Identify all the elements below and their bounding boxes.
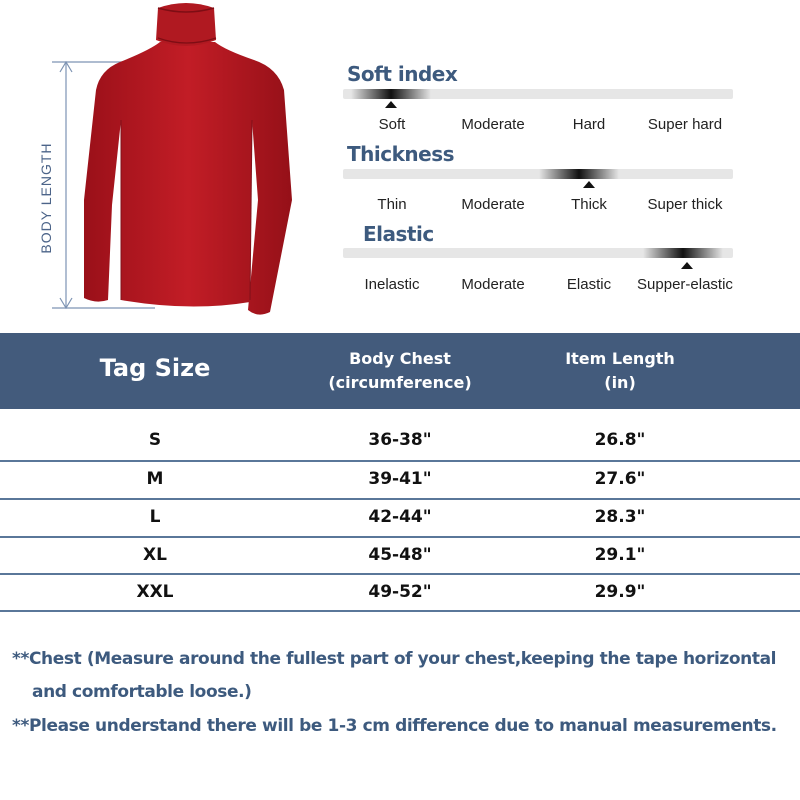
scale-label: Super hard <box>647 116 723 133</box>
length-cell: 29.9" <box>594 582 646 602</box>
size-cell: M <box>146 469 164 489</box>
thickness-title: Thickness <box>347 142 455 166</box>
size-cell: XXL <box>136 582 174 602</box>
scale-label: Inelastic <box>364 276 420 293</box>
scale-label: Supper-elastic <box>637 276 733 293</box>
scale-label: Moderate <box>461 276 525 293</box>
measurement-difference-note: **Please understand there will be 1-3 cm difference due to manual measurements. <box>12 716 777 736</box>
size-table-header <box>0 333 800 409</box>
table-row <box>0 498 800 536</box>
row-divider <box>0 610 800 612</box>
scale-label: Super thick <box>647 196 723 213</box>
header-tag-size: Tag Size <box>99 354 211 382</box>
chest-cell: 36-38" <box>368 430 432 450</box>
chest-note-line2: and comfortable loose.) <box>32 682 252 702</box>
elastic-pointer-icon <box>681 262 693 269</box>
thickness-pointer-icon <box>583 181 595 188</box>
elastic-marker <box>643 248 723 258</box>
thickness-track <box>343 169 733 179</box>
length-cell: 27.6" <box>594 469 646 489</box>
chest-cell: 42-44" <box>368 507 432 527</box>
length-cell: 29.1" <box>594 545 646 565</box>
chest-cell: 39-41" <box>368 469 432 489</box>
body-length-label: BODY LENGTH <box>38 142 54 254</box>
chest-cell: 45-48" <box>368 545 432 565</box>
length-cell: 26.8" <box>594 430 646 450</box>
table-row <box>0 460 800 498</box>
elastic-track <box>343 248 733 258</box>
thickness-marker <box>539 169 619 179</box>
scale-label: Moderate <box>461 116 525 133</box>
elastic-title: Elastic <box>363 222 434 246</box>
soft-index-title: Soft index <box>347 62 458 86</box>
table-row <box>0 536 800 574</box>
scale-label: Moderate <box>461 196 525 213</box>
soft-index-marker <box>351 89 431 99</box>
chest-note-line1: **Chest (Measure around the fullest part of your chest,keeping the tape horizontal <box>12 649 777 669</box>
header-item-length-line1: Item Length <box>565 349 675 368</box>
length-cell: 28.3" <box>594 507 646 527</box>
table-row <box>0 421 800 459</box>
product-image-area <box>0 0 330 330</box>
scale-label: Hard <box>572 116 606 133</box>
size-cell: XL <box>143 545 167 565</box>
size-cell: S <box>148 430 162 450</box>
header-body-chest-line1: Body Chest <box>349 349 451 368</box>
scale-label: Soft <box>378 116 406 133</box>
scale-label: Thick <box>571 196 607 213</box>
header-item-length-line2: (in) <box>604 373 636 392</box>
header-body-chest <box>300 347 500 395</box>
scale-label: Thin <box>377 196 407 213</box>
header-body-chest-line2: (circumference) <box>328 373 472 392</box>
soft-index-track <box>343 89 733 99</box>
table-row <box>0 573 800 611</box>
header-item-length <box>520 347 720 395</box>
soft-index-pointer-icon <box>385 101 397 108</box>
chest-cell: 49-52" <box>368 582 432 602</box>
size-cell: L <box>149 507 161 527</box>
scale-label: Elastic <box>566 276 612 293</box>
